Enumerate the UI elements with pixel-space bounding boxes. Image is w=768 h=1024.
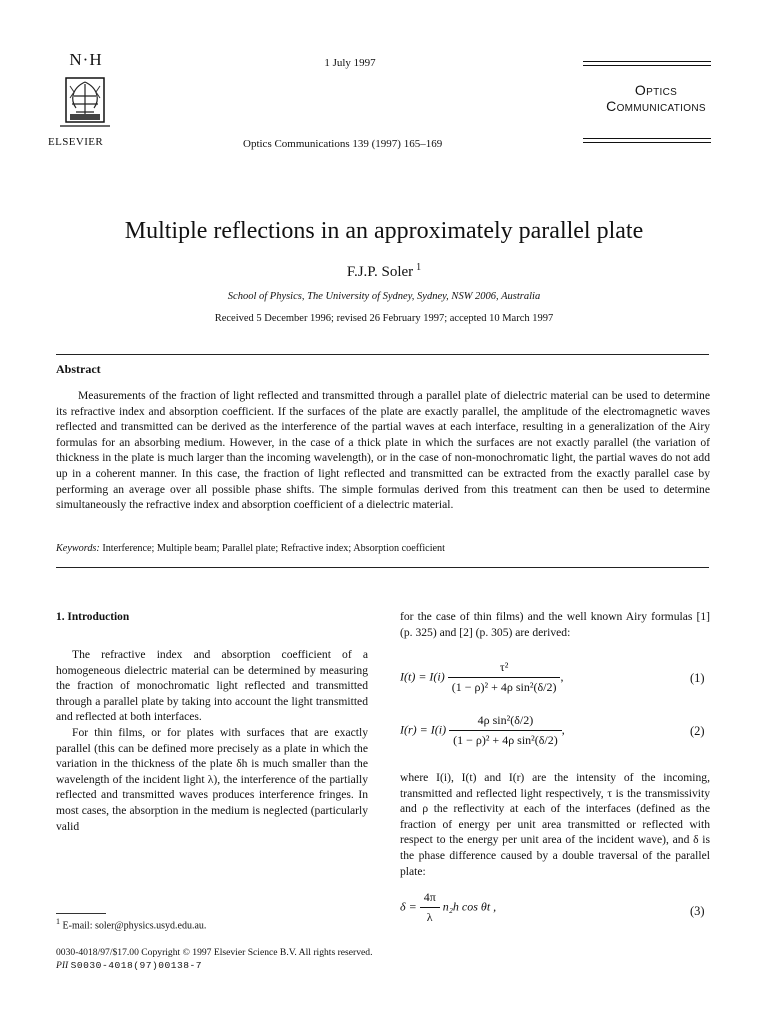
equation-1-numerator: τ²: [499, 660, 509, 674]
section-heading-introduction: 1. Introduction: [56, 611, 130, 623]
journal-citation: Optics Communications 139 (1997) 165–169: [243, 138, 443, 150]
elsevier-tree-logo: [52, 74, 118, 130]
equation-3-numerator: 4π: [423, 890, 436, 904]
equation-1-fraction: [448, 660, 561, 695]
equation-1: I(t) = I(i) $\frac{\text{τ²}}{\text{(1 − ρ)² + 4ρ sin²(δ/2)}}$ ,: [400, 660, 564, 694]
equation-2-fraction: [449, 713, 562, 748]
equation-3-lhs: δ =: [400, 899, 417, 914]
abstract-bottom-rule: [56, 567, 709, 568]
abstract-heading: Abstract: [56, 362, 101, 376]
abstract-text: Measurements of the fraction of light reflected and transmitted through a parallel plate of dielectric material can be used to determine its refractive index and absorption coefficient. If the surfaces of the plate are exactly parallel, the amplitude of the electromagnetic waves reflected and transmitted can be derived as the interference of the partial waves at each interface, resulting in a generalization of the Airy formulas for an absorbing medium. However, in the case of a thick plate in which the surfaces are not exactly parallel (the variation of thickness in the plate is much larger than the incoming wavelength), or in the case of non-monochromatic light, the partial waves do not add up in a coherent manner. In this case, the fraction of light reflected and transmitted can be extracted from the exactly parallel case by performing an average over all possible phase shifts. The simple formulas derived from this treatment can then be used to determine simultaneously the refractive index and absorption coefficient of a dielectric material.: [56, 389, 710, 512]
equation-3-denominator: λ: [420, 907, 440, 925]
col2-where-paragraph: where I(i), I(t) and I(r) are the intensity of the incoming, transmitted and reflected light respectively, τ is the transmissivity and ρ the reflectivity at each of the interfaces (defined as the fraction of energy per unit area transmitted or reflected with respect to the energy per unit area of the incident wave), and δ is the phase difference caused by a double traversal of the parallel plate:: [400, 771, 710, 878]
intro-paragraph: The refractive index and absorption coefficient of a homogeneous dielectric material can be determined by measuring the fraction of monochromatic light reflected and transmitted through a parallel plate by taking into account the light transmitted and reflected at both interfaces.: [56, 648, 368, 724]
copyright-block: [56, 946, 372, 972]
footnote-rule: [56, 913, 106, 914]
pii-line: [56, 959, 372, 972]
equation-2-lhs: I(r) = I(i): [400, 722, 447, 737]
keywords-list: Interference; Multiple beam; Parallel plate; Refractive index; Absorption coefficient: [102, 543, 445, 554]
equation-2-numerator: 4ρ sin²(δ/2): [477, 713, 534, 727]
pii-label: PII: [56, 960, 69, 971]
col2-paragraph: [400, 770, 710, 879]
equation-1-label: (1): [690, 671, 705, 685]
footnote-mark: 1: [56, 917, 60, 926]
header-rule: [583, 142, 711, 143]
equation-3-rhs: n₂h cos θt ,: [442, 899, 497, 914]
copyright-line: 0030-4018/97/$17.00 Copyright © 1997 Elsevier Science B.V. All rights reserved.: [56, 947, 373, 958]
author-footnote-mark: 1: [416, 262, 422, 273]
header-rule: [583, 61, 711, 62]
equation-2: I(r) = I(i) $\frac{\text{4ρ sin²(δ/2)}}{\text{(1 − ρ)² + 4ρ sin²(δ/2)}}$ ,: [400, 713, 565, 747]
article-title: Multiple reflections in an approximately parallel plate: [124, 218, 644, 244]
introduction-body: [56, 647, 368, 834]
author-affiliation: School of Physics, The University of Sydney, Sydney, NSW 2006, Australia: [227, 291, 541, 302]
author-line: [0, 262, 768, 281]
equation-1-denominator: (1 − ρ)² + 4ρ sin²(δ/2): [448, 677, 561, 695]
equation-3-label: (3): [690, 904, 705, 918]
received-dates: Received 5 December 1996; revised 26 February 1997; accepted 10 March 1997: [214, 313, 554, 324]
author-name: F.J.P. Soler: [346, 264, 414, 280]
keywords-label: Keywords:: [56, 543, 100, 554]
header-rule: [583, 65, 711, 66]
issue-date: 1 July 1997: [324, 57, 376, 69]
equation-3-fraction: [420, 890, 440, 925]
equation-2-label: (2): [690, 724, 705, 738]
publisher-name: ELSEVIER: [48, 136, 104, 148]
author-footnote: [56, 917, 206, 931]
equation-3: [400, 890, 496, 925]
journal-name: [586, 82, 726, 114]
footnote-email: E-mail: soler@physics.usyd.edu.au.: [62, 920, 207, 932]
abstract-top-rule: [56, 354, 709, 355]
header-rule: [583, 138, 711, 139]
equation-1-lhs: I(t) = I(i): [400, 669, 445, 684]
journal-name-line1: Optics: [634, 82, 678, 98]
equation-2-denominator: (1 − ρ)² + 4ρ sin²(δ/2): [449, 730, 562, 748]
intro-paragraph: For thin films, or for plates with surfaces that are exactly parallel (this can be defined more precisely as a plate in which the variation in the thickness of the plate δh is much smaller than the wavelength of the incident light λ), the interference of the partially reflected and transmitted waves produces interference fringes. In most cases, the absorption in the medium is neglected (particularly valid: [56, 725, 368, 833]
col2-paragraph: for the case of thin films) and the well known Airy formulas [1] (p. 325) and [2] (p. 305) are derived:: [400, 610, 710, 639]
journal-name-line2: Communications: [606, 98, 706, 114]
pii-value: S0030-4018(97)00138-7: [70, 960, 203, 971]
publisher-mark: N·H: [69, 50, 103, 69]
keywords-line: [56, 543, 710, 554]
